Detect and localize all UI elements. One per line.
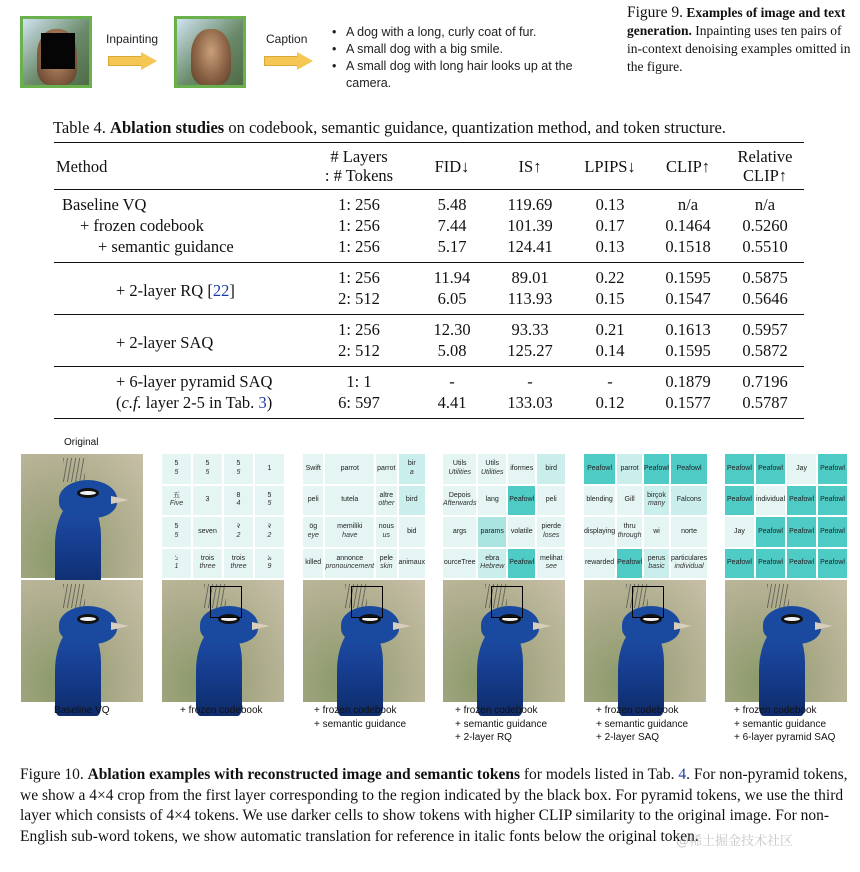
token-cell — [818, 549, 847, 579]
token-text: perus — [647, 554, 666, 562]
token-translation: individual — [674, 563, 704, 571]
inpainting-label: Inpainting — [106, 32, 159, 46]
token-text: Peafowl — [789, 559, 815, 566]
token-cell — [787, 454, 816, 484]
token-cell — [508, 549, 536, 579]
token-translation: three — [199, 563, 216, 571]
token-translation: 5 — [205, 468, 210, 476]
token-cell — [325, 454, 374, 484]
token-text: २ — [267, 523, 272, 531]
token-grid-2-layer-saq — [584, 454, 706, 578]
token-text: Depois — [448, 491, 471, 499]
token-text: 8 — [236, 491, 241, 499]
token-text: displaying — [584, 527, 616, 535]
token-translation: 9 — [267, 563, 272, 571]
reference-link[interactable]: 22 — [212, 281, 230, 300]
token-cell — [325, 549, 374, 579]
token-text: nous — [378, 523, 394, 531]
label-baseline-vq: Baseline VQ — [54, 705, 110, 716]
figure-9-caption: Figure 9. Examples of image and text generation. Inpainting uses ten pairs of in-context denoising examples omitted in the figure. — [627, 4, 851, 74]
token-grid-frozen-codebook — [162, 454, 284, 578]
token-cell — [399, 486, 425, 516]
token-cell — [224, 454, 253, 484]
col-clip: CLIP↑ — [665, 156, 710, 176]
token-cell — [193, 454, 222, 484]
token-cell — [508, 517, 536, 547]
table-row: + 6-layer pyramid SAQ 1: 1 - - - 0.1879 0.7196 — [116, 372, 788, 391]
table-row: + 2-layer SAQ 1: 256 12.30 93.33 0.21 0.1613 0.5957 — [116, 320, 788, 352]
token-text: Peafowl — [727, 559, 752, 566]
generated-captions — [332, 24, 602, 92]
crop-box — [491, 586, 523, 618]
col-fid: FID↓ — [434, 156, 470, 176]
token-text: Jay — [796, 464, 808, 472]
token-translation: 2 — [236, 531, 241, 539]
col-relative-clip: Relative CLIP↑ — [737, 147, 793, 185]
reconstruction-2-layer-rq — [443, 580, 565, 702]
token-translation: have — [342, 531, 358, 539]
col-is: IS↑ — [518, 156, 542, 176]
token-translation: basic — [648, 563, 665, 571]
label-2-layer-rq: + frozen codebook + semantic guidance + 2-layer RQ — [455, 705, 548, 743]
token-text: peli — [307, 496, 319, 503]
token-grid-2-layer-rq — [443, 454, 565, 578]
token-text: 5 — [174, 523, 179, 531]
token-text: Peafowl — [509, 559, 535, 566]
token-translation: other — [378, 500, 395, 508]
token-cell — [193, 549, 222, 579]
table-row: 2: 512 6.05 113.93 0.15 0.1547 0.5646 — [338, 289, 788, 308]
token-text: wi — [653, 527, 660, 535]
token-text: blending — [586, 496, 613, 503]
token-cell — [617, 454, 642, 484]
figure-9 — [0, 0, 860, 110]
token-translation: many — [647, 500, 666, 508]
token-cell — [644, 517, 669, 547]
reconstruction-pyramid-saq — [725, 580, 847, 702]
token-cell — [537, 549, 565, 579]
caption-item: • A small dog with long hair looks up at the camera. — [332, 58, 602, 92]
original-peacock-image — [21, 454, 143, 578]
token-cell — [443, 454, 476, 484]
token-cell — [303, 486, 323, 516]
inpainted-dog-image — [174, 16, 246, 88]
token-cell — [508, 486, 536, 516]
token-cell — [725, 517, 754, 547]
table-row: 2: 512 5.08 125.27 0.14 0.1595 0.5872 — [338, 341, 788, 360]
token-cell — [443, 486, 476, 516]
watermark: @稀土掘金技术社区 — [676, 834, 794, 849]
table-row: (c.f. layer 2-5 in Tab. 3) 6: 597 4.41 133.03 0.12 0.1577 0.5787 — [116, 393, 788, 412]
reconstruction-frozen-codebook — [162, 580, 284, 702]
token-text: 5 — [205, 460, 210, 468]
token-text: volatile — [510, 527, 533, 535]
ablation-table — [54, 142, 804, 419]
token-cell — [303, 454, 323, 484]
token-cell — [508, 454, 536, 484]
token-cell — [818, 454, 847, 484]
original-label: Original — [64, 437, 99, 448]
token-cell — [325, 486, 374, 516]
token-cell — [376, 486, 396, 516]
col-method: Method — [56, 156, 108, 176]
token-translation: Five — [169, 500, 184, 508]
token-cell — [584, 486, 615, 516]
token-cell — [584, 517, 615, 547]
token-grid-semantic-guidance — [303, 454, 425, 578]
token-cell — [756, 549, 785, 579]
token-text: Peafowl — [676, 464, 702, 472]
token-cell — [376, 454, 396, 484]
token-cell — [478, 549, 506, 579]
token-text: Peafowl — [820, 527, 845, 535]
token-text: ebra — [485, 554, 500, 562]
token-translation: Hebrew — [480, 563, 505, 571]
token-text: trois — [200, 554, 215, 562]
token-text: Peafowl — [758, 464, 783, 472]
token-cell — [162, 454, 191, 484]
token-text: tutela — [341, 496, 359, 503]
table-row: + 2-layer RQ [22] 1: 256 11.94 89.01 0.22 0.1595 0.5875 — [116, 268, 788, 300]
token-cell — [193, 517, 222, 547]
token-text: Gill — [624, 496, 635, 503]
token-cell — [399, 549, 425, 579]
token-cell — [255, 517, 284, 547]
crop-box — [351, 586, 383, 618]
token-cell — [787, 486, 816, 516]
figure-10-caption: Figure 10. Ablation examples with reconstructed image and semantic tokens for models listed in Tab. 4. For non-pyramid tokens, we show a 4×4 crop from the first layer corresponding to the region indicated by the black box. For pyramid tokens, we use the third layer which consists of 4×4 tokens. We use darker cells to show tokens with higher CLIP similarity to the original image. For non-English sub-word tokens, we show automatic translation for reference in italic fonts below the original token. — [20, 766, 848, 845]
token-translation: loses — [543, 531, 560, 539]
token-text: Peafowl — [820, 496, 845, 503]
token-text: Peafowl — [617, 559, 643, 566]
token-text: thru — [623, 523, 636, 531]
token-cell — [303, 517, 323, 547]
inpaint-mask — [41, 33, 75, 69]
token-cell — [443, 517, 476, 547]
token-text: Peafowl — [789, 527, 815, 535]
token-cell — [725, 549, 754, 579]
token-translation: 1 — [174, 563, 179, 571]
reference-link[interactable]: 4 — [678, 766, 687, 783]
token-cell — [617, 486, 642, 516]
token-cell — [787, 517, 816, 547]
token-text: bird — [545, 464, 558, 472]
token-text: annonce — [336, 554, 364, 562]
token-cell — [478, 517, 506, 547]
table-4-caption: Table 4. Ablation studies on codebook, semantic guidance, quantization method, and token structure. — [53, 118, 726, 137]
token-cell — [162, 486, 191, 516]
token-text: pierde — [541, 523, 561, 531]
token-text: memiliki — [337, 523, 363, 531]
table-row: + frozen codebook 1: 256 7.44 101.39 0.17 0.1464 0.5260 — [80, 216, 788, 235]
token-cell — [537, 517, 565, 547]
token-text: parrot — [620, 464, 639, 472]
token-cell — [671, 486, 707, 516]
token-cell — [162, 517, 191, 547]
token-text: Jay — [734, 527, 745, 535]
token-translation: Utilities — [480, 468, 504, 476]
token-text: rewarded — [584, 559, 615, 566]
token-text: 五 — [173, 491, 180, 499]
token-text: ög — [309, 523, 318, 531]
token-cell — [224, 517, 253, 547]
caption-item: • A dog with a long, curly coat of fur. — [332, 24, 602, 41]
table-header-row — [54, 143, 804, 190]
label-semantic-guidance: + frozen codebook + semantic guidance — [314, 705, 407, 730]
arrow-right-icon — [108, 52, 158, 70]
token-text: Peafowl — [758, 559, 783, 566]
token-translation: 5 — [236, 468, 241, 476]
token-cell — [443, 549, 476, 579]
token-text: Peafowl — [587, 464, 613, 472]
token-text: Utils — [452, 460, 467, 468]
token-translation: three — [230, 563, 247, 571]
token-translation: see — [545, 563, 557, 571]
token-cell — [671, 549, 707, 579]
token-cell — [756, 517, 785, 547]
token-text: parrot — [340, 464, 359, 472]
token-cell — [756, 486, 785, 516]
token-translation: through — [617, 531, 642, 539]
token-text: Peafowl — [509, 496, 535, 503]
token-cell — [399, 454, 425, 484]
token-text: Peafowl — [644, 464, 669, 472]
token-translation: pronouncement — [325, 563, 375, 571]
token-text: Swift — [305, 464, 321, 472]
token-translation: us — [382, 531, 391, 539]
token-cell — [255, 486, 284, 516]
token-cell — [193, 486, 222, 516]
token-cell — [644, 454, 669, 484]
reconstruction-baseline-vq — [21, 580, 143, 702]
token-text: norte — [681, 527, 698, 535]
token-grid-pyramid-saq — [725, 454, 847, 578]
token-cell — [255, 549, 284, 579]
token-cell — [255, 454, 284, 484]
token-translation: 2 — [267, 531, 272, 539]
label-pyramid-saq: + frozen codebook + semantic guidance + 6-layer pyramid SAQ — [734, 705, 836, 743]
token-text: 5 — [236, 460, 241, 468]
token-translation: Afterwards — [443, 500, 477, 508]
token-text: Peafowl — [727, 464, 752, 472]
token-translation: 5 — [174, 531, 179, 539]
token-translation: eye — [307, 531, 319, 539]
masked-dog-image — [20, 16, 92, 88]
crop-box — [210, 586, 242, 618]
token-cell — [671, 454, 707, 484]
token-cell — [224, 486, 253, 516]
token-cell — [376, 517, 396, 547]
table-row: + semantic guidance 1: 256 5.17 124.41 0.13 0.1518 0.5510 — [98, 237, 788, 256]
token-cell — [644, 549, 669, 579]
token-text: individual — [755, 496, 786, 503]
token-cell — [617, 517, 642, 547]
token-translation: skin — [380, 563, 393, 571]
token-text: killed — [305, 559, 322, 566]
token-text: lang — [485, 496, 499, 503]
reconstruction-semantic-guidance — [303, 580, 425, 702]
token-cell — [537, 454, 565, 484]
token-translation: 5 — [174, 468, 179, 476]
token-text: peli — [545, 496, 557, 503]
reconstruction-2-layer-saq — [584, 580, 706, 702]
token-cell — [478, 454, 506, 484]
token-text: Peafowl — [758, 527, 783, 535]
token-text: particulares — [670, 554, 708, 562]
token-text: ৯ — [267, 554, 272, 562]
token-cell — [478, 486, 506, 516]
token-text: trois — [231, 554, 246, 562]
token-cell — [617, 549, 642, 579]
token-text: birçok — [647, 491, 666, 499]
token-cell — [399, 517, 425, 547]
token-text: ourceTree — [443, 559, 476, 566]
token-cell — [818, 486, 847, 516]
token-cell — [725, 454, 754, 484]
token-translation: Utilities — [448, 468, 472, 476]
table-row: Baseline VQ 1: 256 5.48 119.69 0.13 n/a n/a — [62, 195, 776, 214]
token-cell — [671, 517, 707, 547]
token-text: parrot — [377, 464, 396, 472]
token-cell — [537, 486, 565, 516]
token-cell — [224, 549, 253, 579]
token-text: args — [452, 527, 467, 535]
token-cell — [325, 517, 374, 547]
token-cell — [376, 549, 396, 579]
caption-item: • A small dog with a big smile. — [332, 41, 602, 58]
col-lpips: LPIPS↓ — [584, 156, 636, 176]
token-text: 5 — [267, 491, 272, 499]
token-text: bir — [407, 460, 416, 468]
token-text: ১ — [174, 554, 179, 562]
token-translation: 4 — [236, 500, 241, 508]
token-translation: a — [409, 468, 414, 476]
token-text: melihat — [539, 554, 563, 562]
token-text: 3 — [205, 496, 210, 503]
token-text: iformes — [510, 464, 534, 472]
reference-link[interactable]: 3 — [258, 393, 267, 412]
token-cell — [584, 454, 615, 484]
crop-box — [632, 586, 664, 618]
token-cell — [756, 454, 785, 484]
arrow-right-icon — [264, 52, 314, 70]
token-cell — [818, 517, 847, 547]
token-text: pele — [379, 554, 393, 562]
token-text: २ — [236, 523, 241, 531]
token-cell — [787, 549, 816, 579]
token-text: bird — [405, 496, 418, 503]
col-layers: # Layers : # Tokens — [324, 147, 394, 185]
label-2-layer-saq: + frozen codebook + semantic guidance + 2-layer SAQ — [596, 705, 689, 743]
token-text: Peafowl — [789, 496, 815, 503]
label-frozen-codebook: + frozen codebook — [180, 705, 263, 716]
token-text: Peafowl — [820, 464, 845, 472]
token-cell — [644, 486, 669, 516]
token-text: bid — [407, 527, 417, 535]
token-text: altre — [379, 491, 394, 499]
token-text: Peafowl — [727, 496, 752, 503]
token-translation: 5 — [267, 500, 272, 508]
token-text: seven — [198, 527, 217, 535]
token-cell — [725, 486, 754, 516]
token-text: Utils — [485, 460, 500, 468]
token-text: 5 — [174, 460, 179, 468]
token-text: animaux — [398, 559, 425, 566]
token-text: params — [480, 527, 504, 535]
token-cell — [303, 549, 323, 579]
caption-label: Caption — [266, 32, 308, 46]
token-cell — [584, 549, 615, 579]
token-text: Falcons — [676, 496, 702, 503]
token-text: Peafowl — [820, 559, 845, 566]
token-text: 1 — [267, 464, 272, 472]
token-cell — [162, 549, 191, 579]
